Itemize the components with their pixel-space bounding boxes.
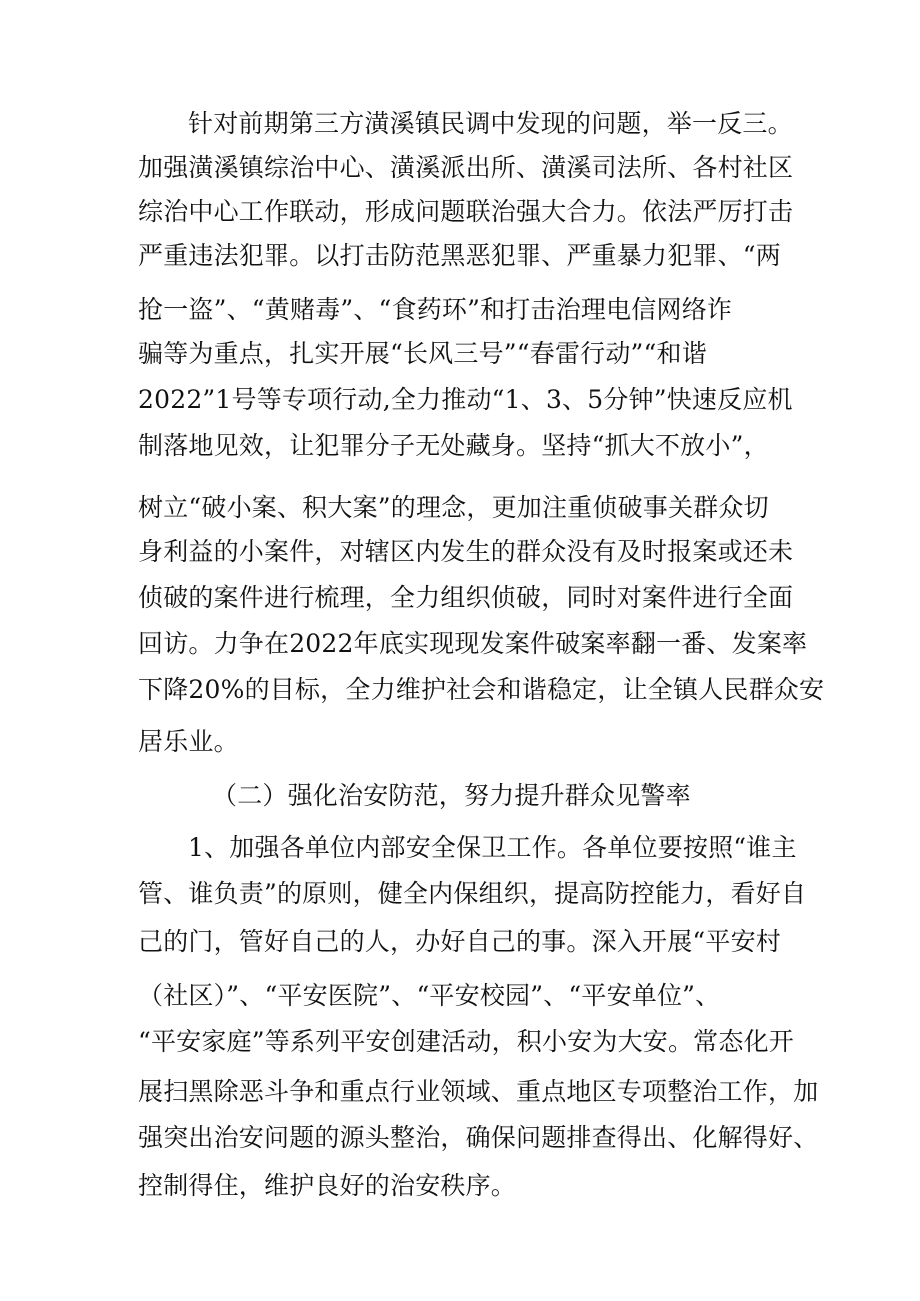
paragraph-1-line-3: 综治中心工作联动，形成问题联治强大合力。依法严厉打击 (138, 197, 794, 226)
paragraph-2-line-6: 展扫黑除恶斗争和重点行业领域、重点地区专项整治工作，加 (138, 1077, 819, 1106)
paragraph-1-line-12: 回访。力争在2022年底实现现发案件破案率翻一番、发案率 (138, 629, 808, 658)
paragraph-1-line-1: 针对前期第三方潢溪镇民调中发现的问题，举一反三。 (188, 109, 793, 138)
section-heading-2: （二）强化治安防范，努力提升群众见警率 (212, 781, 691, 810)
paragraph-1-line-8: 制落地见效，让犯罪分子无处藏身。坚持“抓大不放小”， (138, 431, 769, 460)
paragraph-1-line-5: 抢一盗”、“黄赌毒”、“食药环”和打击治理电信网络诈 (138, 295, 733, 324)
paragraph-2-line-3: 己的门，管好自己的人，办好自己的事。深入开展“平安村 (138, 927, 781, 956)
paragraph-1-line-11: 侦破的案件进行梳理，全力组织侦破，同时对案件进行全面 (138, 583, 794, 612)
paragraph-1-line-4: 严重违法犯罪。以打击防范黑恶犯罪、严重暴力犯罪、“两 (138, 241, 781, 270)
paragraph-1-line-13: 下降20%的目标，全力维护社会和谐稳定，让全镇人民群众安 (138, 675, 825, 704)
paragraph-1-line-10: 身利益的小案件，对辖区内发生的群众没有及时报案或还未 (138, 537, 794, 566)
paragraph-1-line-7: 2022”1号等专项行动,全力推动“1、3、5分钟”快速反应机 (138, 385, 793, 414)
paragraph-2-line-4: （社区）”、“平安医院”、“平安校园”、“平安单位”、 (138, 981, 721, 1010)
paragraph-2-line-5: “平安家庭”等系列平安创建活动，积小安为大安。常态化开 (138, 1027, 794, 1056)
paragraph-2-line-8: 控制得住，维护良好的治安秩序。 (138, 1171, 517, 1200)
paragraph-1-line-2: 加强潢溪镇综治中心、潢溪派出所、潢溪司法所、各村社区 (138, 153, 794, 182)
paragraph-2-line-1: 1、加强各单位内部安全保卫工作。各单位要按照“谁主 (188, 833, 797, 862)
paragraph-1-line-6: 骗等为重点，扎实开展“长风三号”“春雷行动”“和谐 (138, 339, 707, 368)
paragraph-1-line-9: 树立“破小案、积大案”的理念，更加注重侦破事关群众切 (138, 493, 769, 522)
paragraph-2-line-2: 管、谁负责”的原则，健全内保组织，提高防控能力，看好自 (138, 879, 807, 908)
paragraph-2-line-7: 强突出治安问题的源头整治，确保问题排查得出、化解得好、 (138, 1123, 819, 1152)
paragraph-1-line-14: 居乐业。 (138, 727, 239, 756)
